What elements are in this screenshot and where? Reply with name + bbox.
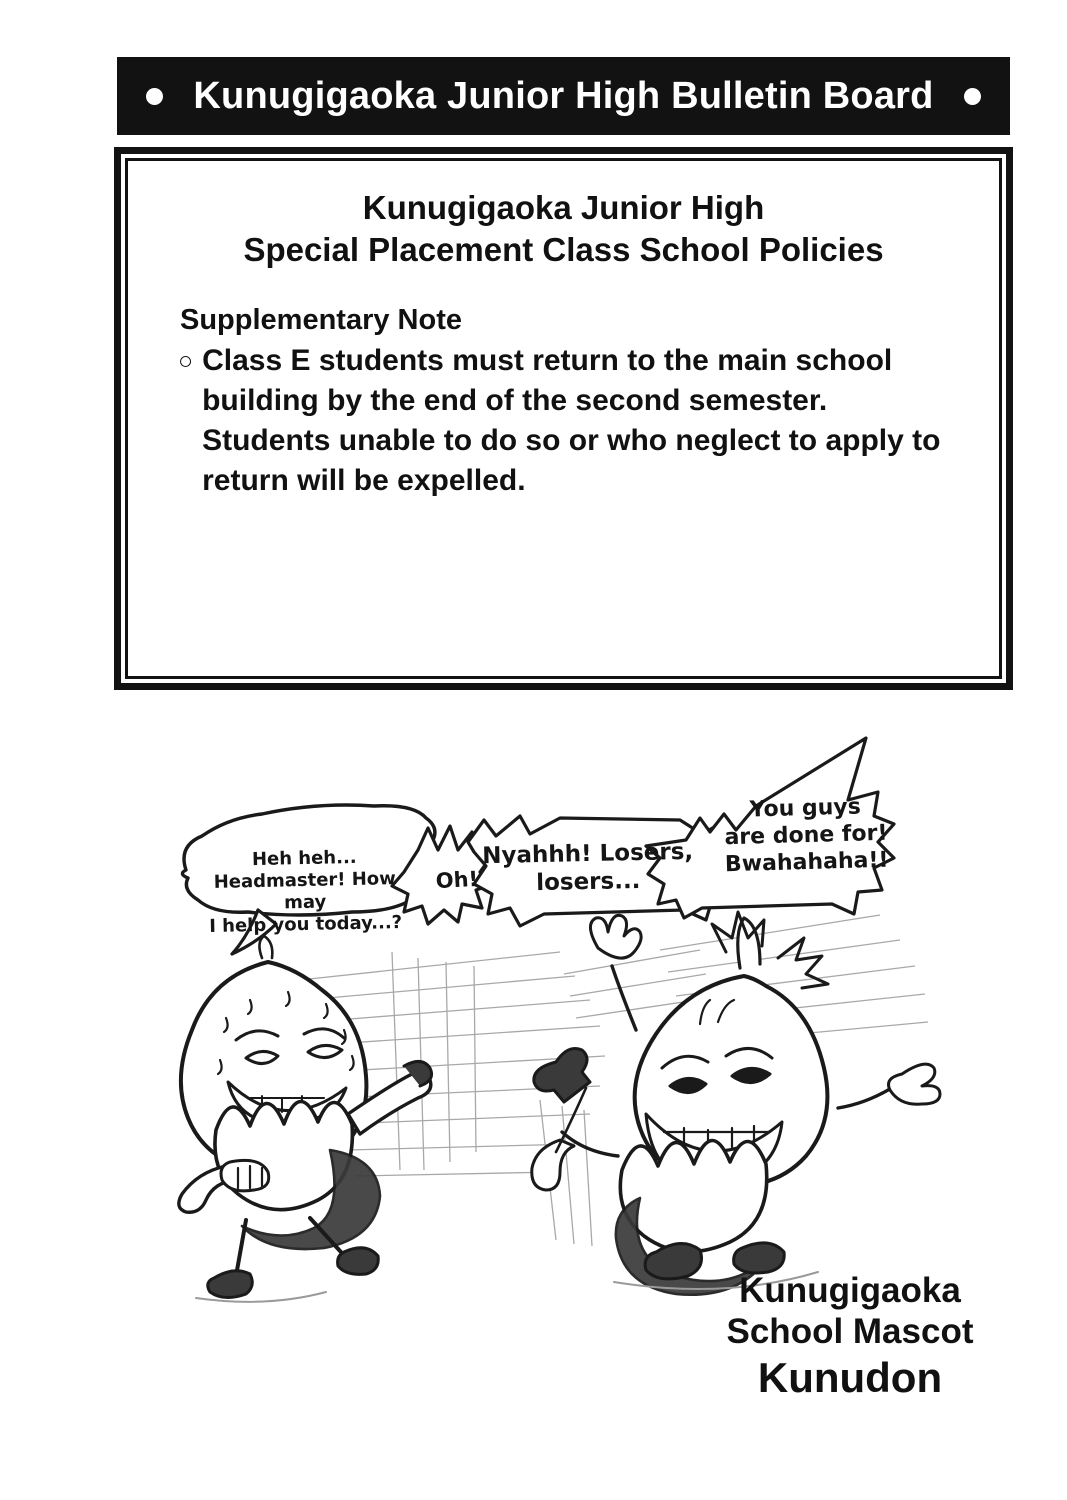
caption-line-1: Kunugigaoka (739, 1271, 961, 1310)
policy-list (164, 341, 963, 501)
notice-title-line-2: Special Placement Class School Policies (243, 231, 884, 269)
notice-subheading: Supplementary Note (180, 304, 462, 337)
bubble-text-headmaster-greeting: Heh heh... Headmaster! How may I help you today...? (208, 846, 403, 937)
kunudon-right-hand-up (590, 915, 641, 958)
bubble-text-oh: Oh! (435, 866, 479, 894)
caption-line-2: School Mascot (726, 1312, 974, 1352)
policy-text: Class E students must return to the main school building by the end of the second semester. Students unable to do so or who neglect to apply to return will be expelled. (202, 344, 941, 498)
policy-list-item (178, 341, 963, 501)
bubble-text-done-for: You guys are done for! Bwahahaha!! (724, 794, 889, 877)
banner-title: Kunugigaoka Junior High Bulletin Board (193, 74, 934, 117)
bullet-dot-icon-left (146, 88, 163, 105)
notice-board-outer-frame (114, 147, 1013, 690)
kunudon-right-stem (738, 918, 760, 968)
kunudon-left-leg-front (236, 1220, 246, 1276)
kunudon-right-shoe-right (734, 1243, 785, 1273)
kunudon-right-microphone (534, 1049, 590, 1103)
notice-title-line-1: Kunugigaoka Junior High (362, 189, 765, 226)
bulletin-board-banner (117, 57, 1010, 135)
notice-board-inner-frame (125, 158, 1002, 679)
kunudon-left-shoe-front (208, 1271, 253, 1298)
kunudon-right-arm-up (612, 966, 636, 1030)
kunudon-right-hand-side (889, 1064, 941, 1104)
kunudon-right-impact-marks (712, 912, 828, 988)
kunudon-left-shoe-back (338, 1248, 379, 1275)
mascot-caption (690, 1270, 1010, 1403)
caption-line-3: Kunudon (757, 1353, 943, 1401)
notice-title (164, 187, 963, 271)
comic-illustration (0, 700, 1067, 1320)
bubble-text-nyahhh: Nyahhh! Losers, losers... (482, 838, 694, 897)
bullet-dot-icon-right (964, 88, 981, 105)
speed-lines (300, 915, 928, 1246)
circle-bullet-icon: ○ (178, 347, 194, 376)
